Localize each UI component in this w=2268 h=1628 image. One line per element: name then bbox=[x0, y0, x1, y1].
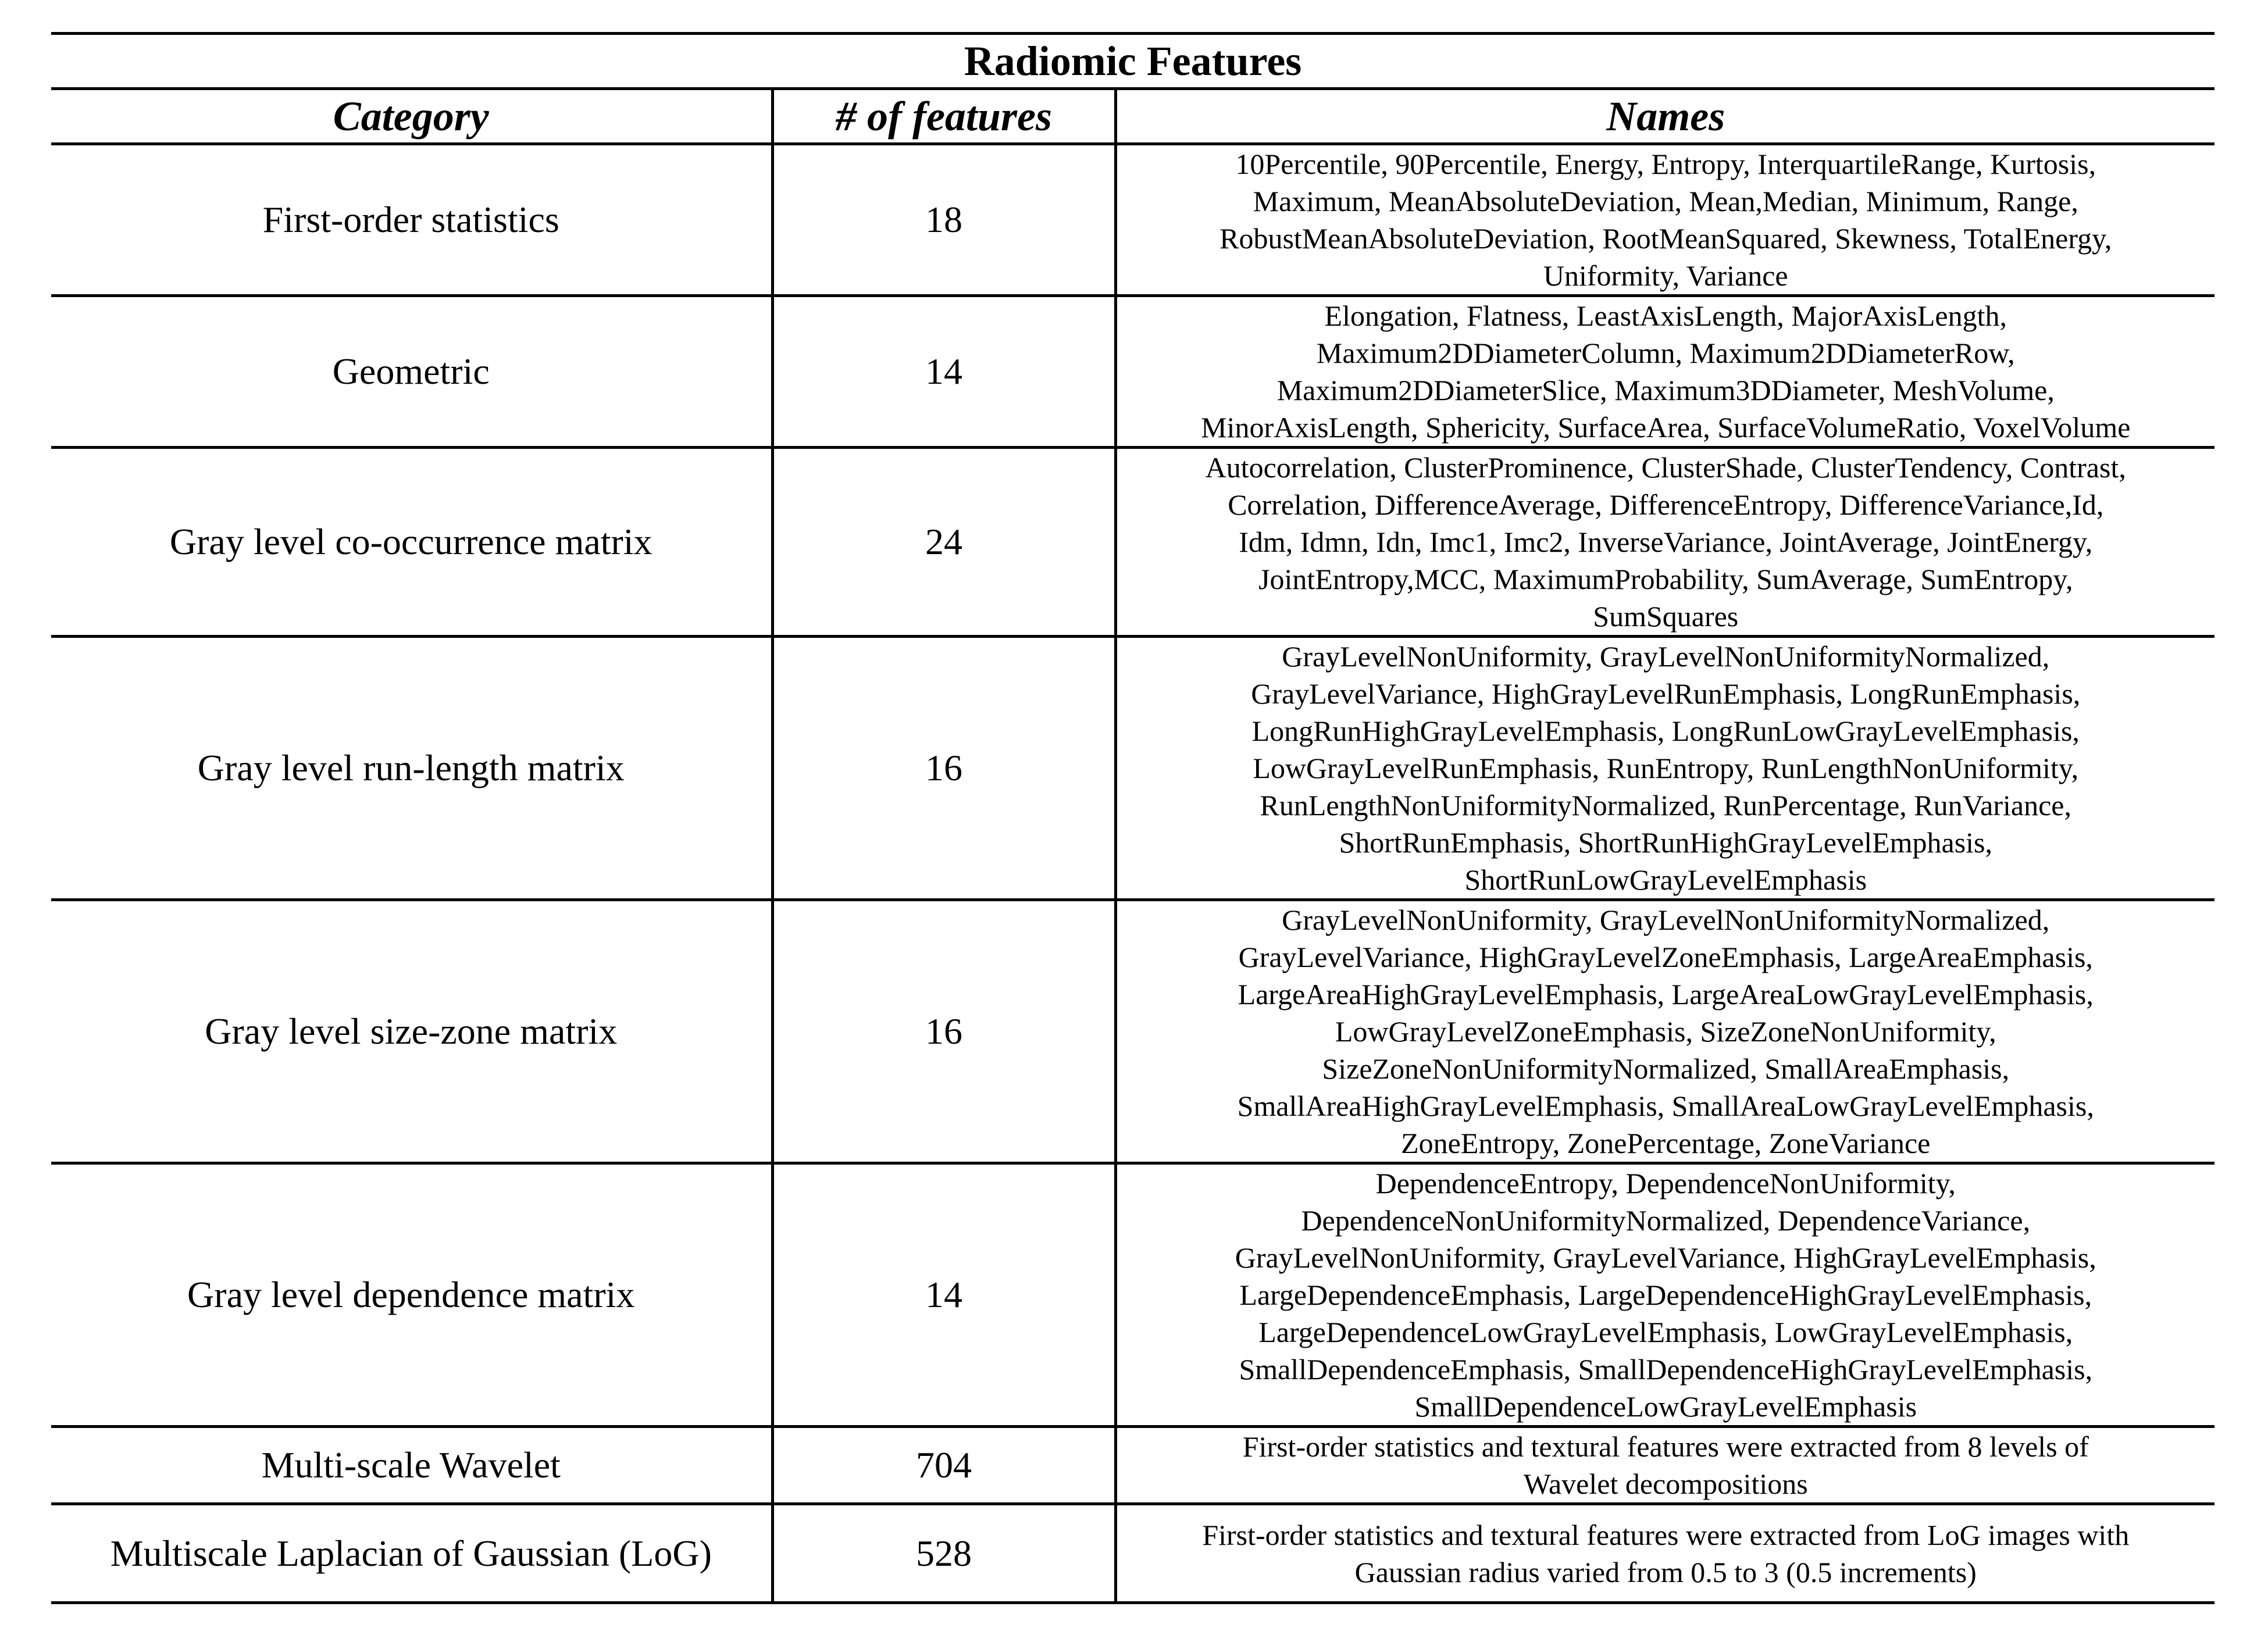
names-cell bbox=[1115, 637, 2214, 900]
feature-count-cell: 528 bbox=[772, 1504, 1115, 1603]
table-row bbox=[51, 900, 2214, 1163]
column-header-feature-count: # of features bbox=[772, 89, 1115, 144]
feature-count-cell: 16 bbox=[772, 900, 1115, 1163]
names-cell bbox=[1115, 144, 2214, 296]
feature-count-cell: 14 bbox=[772, 296, 1115, 448]
feature-count-cell: 14 bbox=[772, 1163, 1115, 1427]
names-line: RobustMeanAbsoluteDeviation, RootMeanSquared, Skewness, TotalEnergy, bbox=[1219, 222, 2112, 255]
category-cell: Multi-scale Wavelet bbox=[51, 1427, 772, 1504]
names-line: RunLengthNonUniformityNormalized, RunPercentage, RunVariance, bbox=[1260, 789, 2071, 822]
table-row bbox=[51, 448, 2214, 637]
column-header-category: Category bbox=[51, 89, 772, 144]
names-line: LargeDependenceLowGrayLevelEmphasis, LowGrayLevelEmphasis, bbox=[1258, 1316, 2073, 1348]
names-line: First-order statistics and textural features were extracted from 8 levels of bbox=[1242, 1430, 2089, 1463]
names-cell bbox=[1115, 900, 2214, 1163]
names-line: ShortRunEmphasis, ShortRunHighGrayLevelEmphasis, bbox=[1339, 826, 1993, 859]
names-line: Wavelet decompositions bbox=[1523, 1468, 1808, 1500]
names-line: LowGrayLevelRunEmphasis, RunEntropy, RunLengthNonUniformity, bbox=[1253, 752, 2079, 784]
names-line: GrayLevelNonUniformity, GrayLevelVariance, HighGrayLevelEmphasis, bbox=[1235, 1241, 2096, 1274]
names-line: DependenceEntropy, DependenceNonUniformity, bbox=[1375, 1167, 1956, 1199]
names-line: MinorAxisLength, Sphericity, SurfaceArea, SurfaceVolumeRatio, VoxelVolume bbox=[1201, 411, 2131, 444]
category-cell: Gray level size-zone matrix bbox=[51, 900, 772, 1163]
table-title: Radiomic Features bbox=[51, 34, 2214, 89]
names-cell bbox=[1115, 448, 2214, 637]
category-cell: Gray level co-occurrence matrix bbox=[51, 448, 772, 637]
names-line: 10Percentile, 90Percentile, Energy, Entropy, InterquartileRange, Kurtosis, bbox=[1235, 148, 2096, 180]
names-line: GrayLevelVariance, HighGrayLevelZoneEmphasis, LargeAreaEmphasis, bbox=[1238, 941, 2093, 973]
category-cell: Geometric bbox=[51, 296, 772, 448]
names-line: SmallAreaHighGrayLevelEmphasis, SmallAreaLowGrayLevelEmphasis, bbox=[1237, 1090, 2094, 1122]
names-line: Gaussian radius varied from 0.5 to 3 (0.5 increments) bbox=[1354, 1555, 1977, 1588]
table-row bbox=[51, 1427, 2214, 1504]
names-line: GrayLevelNonUniformity, GrayLevelNonUniformityNormalized, bbox=[1282, 640, 2050, 673]
category-cell: Multiscale Laplacian of Gaussian (LoG) bbox=[51, 1504, 772, 1603]
table-row bbox=[51, 1163, 2214, 1427]
table-header-row bbox=[51, 89, 2214, 144]
names-cell bbox=[1115, 296, 2214, 448]
names-line: LargeAreaHighGrayLevelEmphasis, LargeAreaLowGrayLevelEmphasis, bbox=[1238, 978, 2094, 1011]
radiomic-features-table bbox=[51, 32, 2214, 1604]
names-line: Maximum, MeanAbsoluteDeviation, Mean,Median, Minimum, Range, bbox=[1253, 185, 2078, 217]
names-line: Uniformity, Variance bbox=[1543, 259, 1788, 292]
names-cell bbox=[1115, 1163, 2214, 1427]
names-cell bbox=[1115, 1504, 2214, 1603]
feature-count-cell: 18 bbox=[772, 144, 1115, 296]
names-line: ZoneEntropy, ZonePercentage, ZoneVariance bbox=[1401, 1127, 1931, 1159]
names-line: SumSquares bbox=[1593, 600, 1739, 633]
names-line: GrayLevelNonUniformity, GrayLevelNonUniformityNormalized, bbox=[1282, 904, 2050, 936]
names-line: Idm, Idmn, Idn, Imc1, Imc2, InverseVariance, JointAverage, JointEnergy, bbox=[1239, 526, 2093, 558]
table-row bbox=[51, 144, 2214, 296]
radiomic-features-table-container bbox=[51, 32, 2214, 1604]
names-cell bbox=[1115, 1427, 2214, 1504]
names-line: LargeDependenceEmphasis, LargeDependenceHighGrayLevelEmphasis, bbox=[1239, 1279, 2092, 1311]
table-row bbox=[51, 296, 2214, 448]
table-row bbox=[51, 1504, 2214, 1603]
names-line: SizeZoneNonUniformityNormalized, SmallAreaEmphasis, bbox=[1322, 1052, 2010, 1085]
names-line: LongRunHighGrayLevelEmphasis, LongRunLowGrayLevelEmphasis, bbox=[1251, 715, 2080, 747]
names-line: ShortRunLowGrayLevelEmphasis bbox=[1464, 863, 1867, 896]
names-line: Maximum2DDiameterColumn, Maximum2DDiameterRow, bbox=[1316, 337, 2015, 369]
names-line: First-order statistics and textural features were extracted from LoG images with bbox=[1202, 1518, 2130, 1551]
names-line: Maximum2DDiameterSlice, Maximum3DDiameter, MeshVolume, bbox=[1276, 374, 2055, 406]
category-cell: Gray level run-length matrix bbox=[51, 637, 772, 900]
names-line: DependenceNonUniformityNormalized, DependenceVariance, bbox=[1301, 1204, 2031, 1237]
table-title-row bbox=[51, 34, 2214, 89]
names-line: SmallDependenceLowGrayLevelEmphasis bbox=[1414, 1390, 1917, 1423]
feature-count-cell: 704 bbox=[772, 1427, 1115, 1504]
category-cell: Gray level dependence matrix bbox=[51, 1163, 772, 1427]
names-line: JointEntropy,MCC, MaximumProbability, SumAverage, SumEntropy, bbox=[1258, 563, 2073, 595]
table-row bbox=[51, 637, 2214, 900]
names-line: LowGrayLevelZoneEmphasis, SizeZoneNonUniformity, bbox=[1335, 1015, 1996, 1048]
names-line: Autocorrelation, ClusterProminence, ClusterShade, ClusterTendency, Contrast, bbox=[1205, 451, 2126, 484]
feature-count-cell: 24 bbox=[772, 448, 1115, 637]
names-line: Elongation, Flatness, LeastAxisLength, MajorAxisLength, bbox=[1324, 299, 2007, 332]
feature-count-cell: 16 bbox=[772, 637, 1115, 900]
names-line: Correlation, DifferenceAverage, DifferenceEntropy, DifferenceVariance,Id, bbox=[1228, 488, 2104, 521]
column-header-names: Names bbox=[1115, 89, 2214, 144]
category-cell: First-order statistics bbox=[51, 144, 772, 296]
names-line: SmallDependenceEmphasis, SmallDependenceHighGrayLevelEmphasis, bbox=[1239, 1353, 2093, 1386]
names-line: GrayLevelVariance, HighGrayLevelRunEmphasis, LongRunEmphasis, bbox=[1251, 677, 2081, 710]
